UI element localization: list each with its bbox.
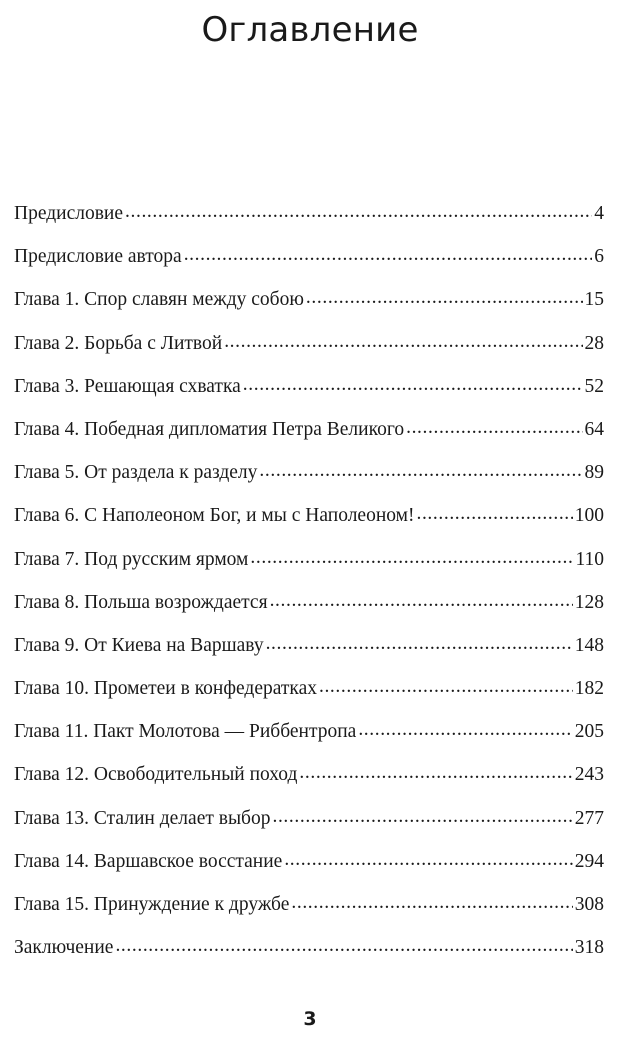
toc-entry-title: Глава 13. Сталин делает выбор: [14, 807, 271, 829]
toc-entry[interactable]: [14, 667, 604, 710]
toc-entry[interactable]: [14, 192, 604, 235]
toc-entry[interactable]: [14, 753, 604, 796]
toc-entry-title: Предисловие: [14, 203, 124, 224]
toc-entry-page: 28: [584, 332, 604, 354]
toc-entry-page: 52: [584, 375, 604, 397]
toc-entry[interactable]: [14, 322, 604, 365]
toc-entry-page: 318: [574, 937, 604, 959]
toc-entry[interactable]: [14, 538, 604, 581]
dot-leader: [299, 751, 572, 794]
toc-entry[interactable]: [14, 624, 604, 667]
toc-entry[interactable]: [14, 797, 604, 840]
toc-entry[interactable]: [14, 581, 604, 624]
toc-entry-title: Глава 8. Польша возрождается: [14, 591, 268, 613]
toc-entry-title: Глава 1. Спор славян между собою: [14, 289, 304, 311]
toc-entry-page: 4: [594, 203, 604, 224]
toc-entry-page: 128: [574, 591, 604, 613]
toc-entry[interactable]: [14, 840, 604, 883]
dot-leader: [284, 838, 572, 881]
toc-entry-page: 89: [584, 462, 604, 484]
toc-entry-title: Глава 9. От Киева на Варшаву: [14, 634, 264, 656]
toc-entry-title: Глава 5. От раздела к разделу: [14, 462, 258, 484]
toc-entry[interactable]: [14, 883, 604, 926]
dot-leader: [416, 492, 572, 535]
dot-leader: [125, 190, 592, 233]
toc-entry-page: 308: [574, 894, 604, 915]
dot-leader: [250, 536, 573, 579]
toc-entry-page: 100: [574, 505, 604, 527]
toc-entry-title: Глава 12. Освободительный поход: [14, 764, 298, 786]
toc-entry-title: Глава 3. Решающая схватка: [14, 375, 241, 397]
toc-entry-page: 6: [594, 246, 604, 268]
toc-entry-page: 243: [574, 764, 604, 786]
toc-entry-title: Глава 7. Под русским ярмом: [14, 548, 249, 570]
toc-entry-title: Глава 10. Прометеи в конфедератках: [14, 678, 317, 700]
dot-leader: [115, 924, 572, 967]
dot-leader: [259, 449, 582, 492]
toc-entry[interactable]: [14, 408, 604, 451]
toc-entry-title: Глава 6. С Наполеоном Бог, и мы с Наполеоном!: [14, 505, 415, 527]
toc-entry-title: Глава 14. Варшавское восстание: [14, 850, 283, 872]
dot-leader: [184, 233, 593, 276]
toc-entry-page: 277: [574, 807, 604, 829]
dot-leader: [272, 795, 572, 838]
toc-entry-page: 205: [574, 721, 604, 743]
toc-entry-title: Глава 2. Борьба с Литвой: [14, 332, 223, 354]
toc-entry-page: 110: [575, 548, 604, 570]
dot-leader: [406, 406, 582, 449]
toc-entry[interactable]: [14, 235, 604, 278]
toc-entry-title: Глава 15. Принуждение к дружбе: [14, 894, 290, 915]
dot-leader: [358, 708, 572, 751]
toc-entry-title: Предисловие автора: [14, 246, 182, 268]
dot-leader: [243, 363, 583, 406]
toc-entry[interactable]: [14, 451, 604, 494]
toc-entry-title: Глава 11. Пакт Молотова — Риббентропа: [14, 721, 357, 743]
dot-leader: [270, 579, 573, 622]
toc-entry-page: 294: [574, 850, 604, 872]
toc-entry-title: Глава 4. Победная дипломатия Петра Великого: [14, 418, 405, 440]
toc-entry-page: 182: [574, 678, 604, 700]
toc-entry[interactable]: [14, 278, 604, 321]
toc-list: [14, 192, 604, 969]
dot-leader: [224, 320, 582, 363]
toc-entry-page: 15: [584, 289, 604, 311]
dot-leader: [266, 622, 573, 665]
dot-leader: [319, 665, 573, 708]
dot-leader: [291, 881, 572, 924]
toc-entry[interactable]: [14, 365, 604, 408]
toc-entry[interactable]: [14, 710, 604, 753]
toc-entry[interactable]: [14, 926, 604, 969]
dot-leader: [306, 276, 583, 319]
page-number: 3: [303, 1008, 317, 1030]
toc-entry-page: 64: [584, 418, 604, 440]
toc-entry-page: 148: [574, 634, 604, 656]
toc-entry[interactable]: [14, 494, 604, 537]
toc-entry-title: Заключение: [14, 937, 114, 959]
toc-heading: Оглавление: [201, 10, 419, 50]
